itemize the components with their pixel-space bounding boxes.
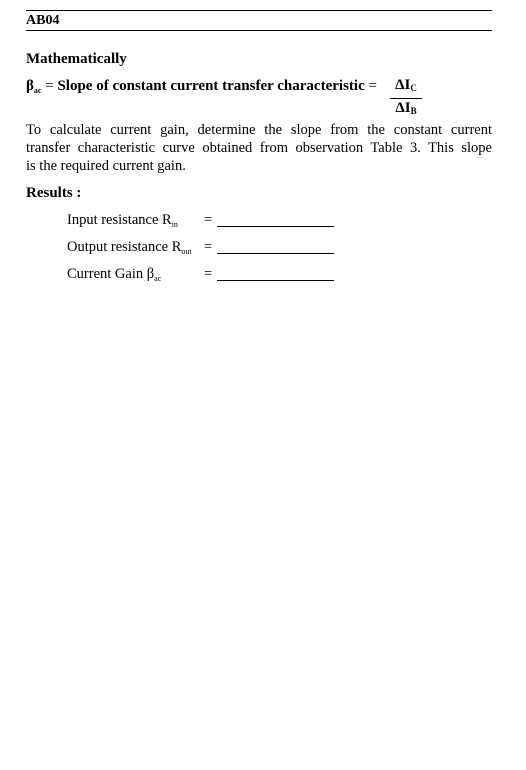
answer-blank-line	[217, 280, 334, 281]
result-equals: =	[204, 239, 213, 255]
result-label	[67, 238, 192, 261]
result-equals: =	[204, 266, 213, 282]
result-label-text: Input resistance R	[67, 212, 172, 228]
result-row-input-resistance	[67, 211, 367, 231]
instruction-paragraph	[26, 121, 492, 175]
answer-blank-line	[217, 253, 334, 254]
document-page	[26, 0, 492, 770]
results-heading: Results :	[26, 185, 82, 201]
section-heading: Mathematically	[26, 51, 127, 67]
result-label	[67, 211, 178, 234]
result-equals: =	[204, 212, 213, 228]
header-rule-bottom	[26, 30, 492, 31]
denominator-text: ΔI	[395, 100, 411, 116]
numerator-subscript: C	[410, 83, 417, 93]
result-label-subscript: in	[171, 220, 178, 229]
formula-equals-2: =	[368, 78, 377, 94]
beta-subscript: ac	[33, 86, 42, 95]
result-label-subscript: ac	[154, 274, 162, 283]
beta-symbol: β	[26, 78, 34, 94]
result-label-text: Current Gain β	[67, 266, 155, 282]
result-row-output-resistance	[67, 238, 367, 258]
result-label-text: Output resistance R	[67, 239, 182, 255]
answer-blank-line	[217, 226, 334, 227]
numerator-text: ΔI	[395, 77, 411, 93]
formula-equals: =	[45, 78, 54, 94]
formula-description: Slope of constant current transfer characteristic	[57, 78, 365, 94]
paragraph-line: is the required current gain.	[26, 158, 186, 174]
fraction-denominator	[390, 99, 422, 120]
result-label	[67, 265, 161, 288]
result-row-current-gain	[67, 265, 367, 285]
fraction-numerator	[390, 77, 422, 99]
denominator-subscript: B	[410, 106, 417, 116]
header-rule-top	[26, 10, 492, 11]
paragraph-line: To calculate current gain, determine the slope from the constant current	[26, 122, 492, 138]
gain-formula	[26, 77, 377, 100]
document-code: AB04	[26, 13, 60, 28]
result-label-subscript: out	[181, 247, 192, 256]
delta-fraction	[390, 77, 422, 120]
paragraph-line: transfer characteristic curve obtained from observation Table 3. This slope	[26, 140, 492, 156]
